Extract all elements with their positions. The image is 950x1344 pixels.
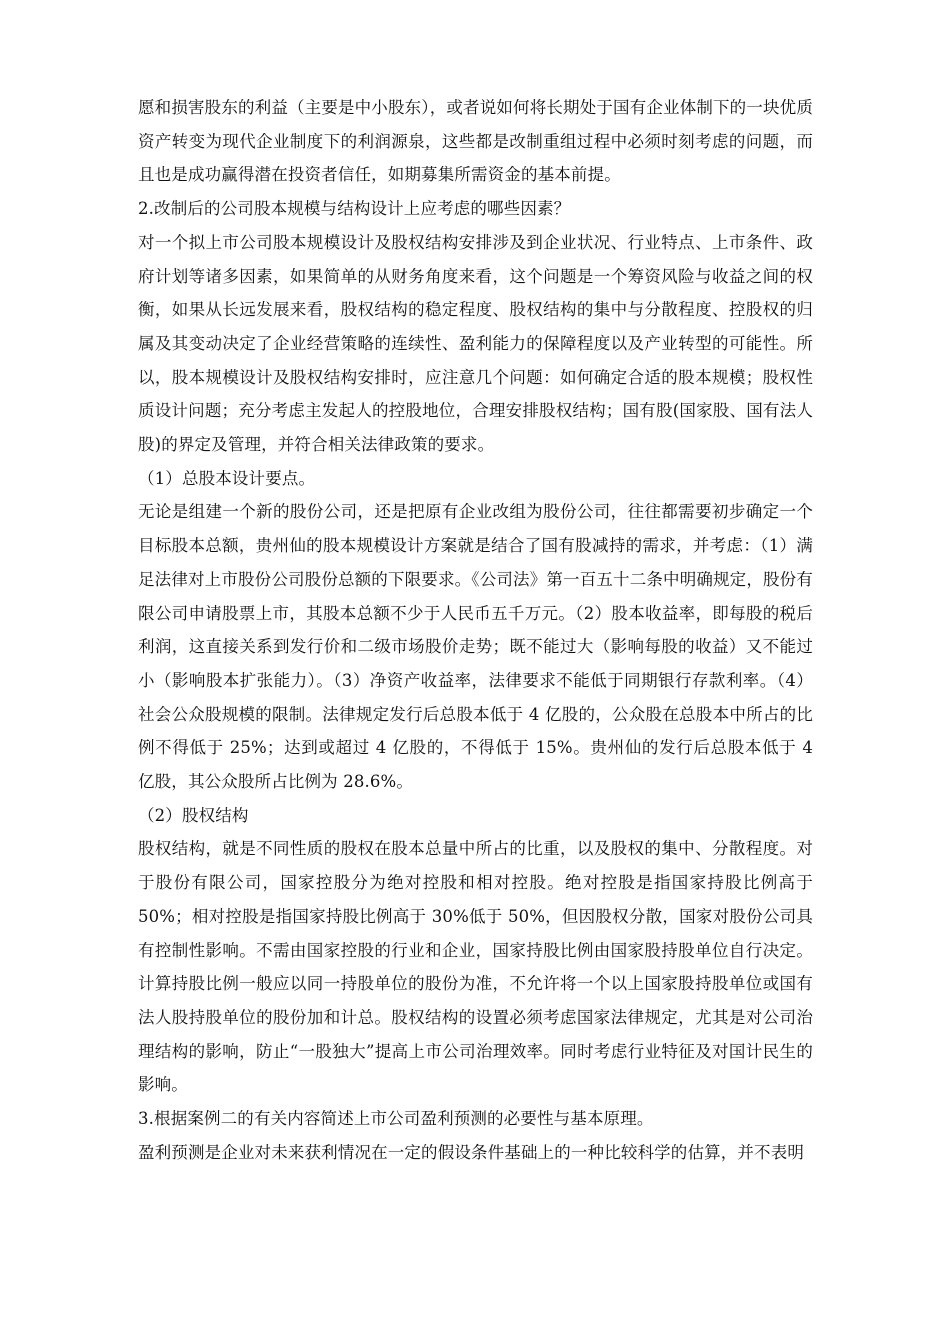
paragraph-5: 无论是组建一个新的股份公司，还是把原有企业改组为股份公司，往往都需要初步确定一个目标股本总额，贵州仙的股本规模设计方案就是结合了国有股减持的需求，并考虑：（1）满足法律对上市股份公司股份总额的下限要求。《公司法》第一百五十二条中明确规定，股份有限公司申请股票上市，其股本总额不少于人民币五千万元。（2）股本收益率，即每股的税后利润，这直接关系到发行价和二级市场股价走势；既不能过大（影响每股的收益）又不能过小（影响股本扩张能力）。（3）净资产收益率，法律要求不能低于同期银行存款利率。（4）社会公众股规模的限制。法律规定发行后总股本低于 4 亿股的，公众股在总股本中所占的比例不得低于 25%；达到或超过 4 亿股的，不得低于 15%。贵州仙的发行后总股本低于 4 亿股，其公众股所占比例为 28.6%。 bbox=[138, 502, 813, 792]
subheading-total-share-capital: （1）总股本设计要点。 bbox=[138, 468, 316, 488]
paragraph-3: 对一个拟上市公司股本规模设计及股权结构安排涉及到企业状况、行业特点、上市条件、政府计划等诸多因素，如果简单的从财务角度来看，这个问题是一个筹资风险与收益之间的权衡，如果从长远发展来看，股权结构的稳定程度、股权结构的集中与分散程度、控股权的归属及其变动决定了企业经营策略的连续性、盈利能力的保障程度以及产业转型的可能性。所以，股本规模设计及股权结构安排时，应注意几个问题：如何确定合适的股本规模；股权性质设计问题；充分考虑主发起人的控股地位，合理安排股权结构；国有股(国家股、国有法人股)的界定及管理，并符合相关法律政策的要求。 bbox=[138, 232, 813, 455]
document-body bbox=[138, 91, 813, 1170]
subheading-equity-structure: （2）股权结构 bbox=[138, 805, 249, 825]
paragraph-9: 盈利预测是企业对未来获利情况在一定的假设条件基础上的一种比较科学的估算，并不表明 bbox=[138, 1142, 804, 1162]
paragraph-1: 愿和损害股东的利益（主要是中小股东），或者说如何将长期处于国有企业体制下的一块优质资产转变为现代企业制度下的利润源泉，这些都是改制重组过程中必须时刻考虑的问题，而且也是成功赢得潜在投资者信任，如期募集所需资金的基本前提。 bbox=[138, 98, 813, 185]
question-heading-2: 2.改制后的公司股本规模与结构设计上应考虑的哪些因素？ bbox=[138, 199, 571, 219]
question-heading-3: 3.根据案例二的有关内容简述上市公司盈利预测的必要性与基本原理。 bbox=[138, 1109, 654, 1129]
paragraph-7: 股权结构，就是不同性质的股权在股本总量中所占的比重，以及股权的集中、分散程度。对于股份有限公司，国家控股分为绝对控股和相对控股。绝对控股是指国家持股比例高于 50%；相对控股是指国家持股比例高于 30%低于 50%，但因股权分散，国家对股份公司具有控制性影响。不需由国家控股的行业和企业，国家持股比例由国家股持股单位自行决定。计算持股比例一般应以同一持股单位的股份为准，不允许将一个以上国家股持股单位或国有法人股持股单位的股份加和计总。股权结构的设置必须考虑国家法律规定，尤其是对公司治理结构的影响，防止“一股独大”提高上市公司治理效率。同时考虑行业特征及对国计民生的影响。 bbox=[138, 839, 813, 1095]
